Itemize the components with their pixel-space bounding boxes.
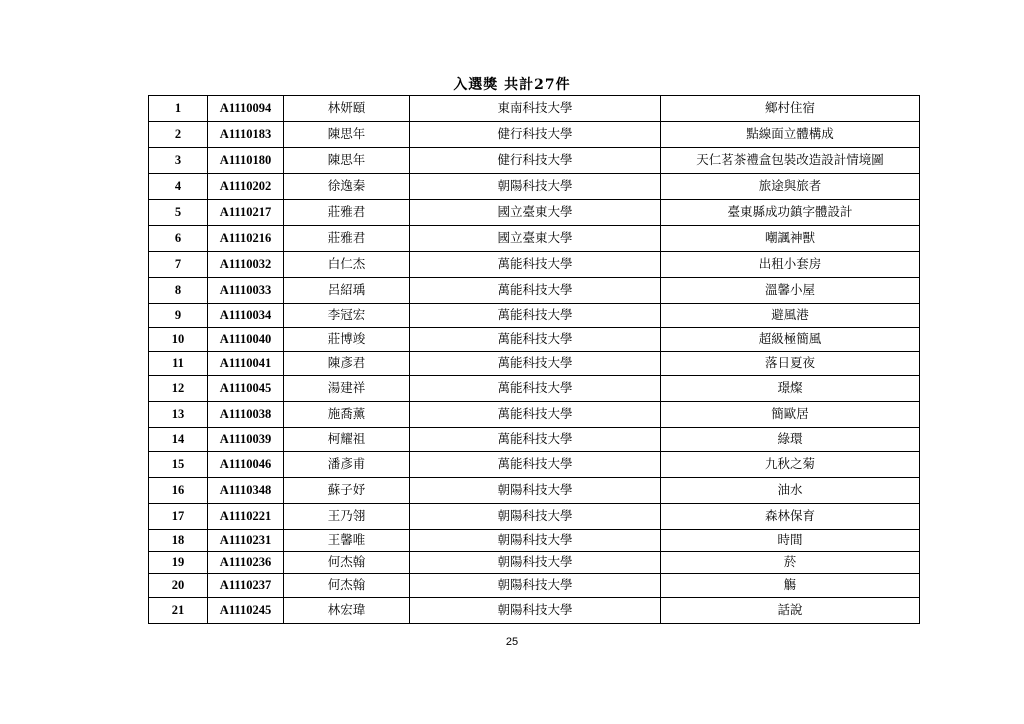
- cell-entry-id: A1110041: [208, 352, 284, 376]
- cell-number: 12: [149, 376, 208, 402]
- cell-student-name: 莊雅君: [284, 226, 410, 252]
- cell-number: 5: [149, 200, 208, 226]
- cell-school: 萬能科技大學: [410, 402, 661, 428]
- cell-number: 1: [149, 96, 208, 122]
- cell-number: 4: [149, 174, 208, 200]
- cell-student-name: 陳思年: [284, 148, 410, 174]
- cell-entry-id: A1110348: [208, 478, 284, 504]
- cell-work-title: 綠環: [661, 428, 920, 452]
- cell-work-title: 嘲諷神獸: [661, 226, 920, 252]
- cell-number: 15: [149, 452, 208, 478]
- table-row: [149, 200, 920, 226]
- page-number: 25: [505, 636, 519, 648]
- table-row: [149, 530, 920, 552]
- table-row: [149, 226, 920, 252]
- cell-work-title: 觴: [661, 574, 920, 598]
- cell-school: 朝陽科技大學: [410, 530, 661, 552]
- table-row: [149, 452, 920, 478]
- cell-school: 萬能科技大學: [410, 278, 661, 304]
- table-row: [149, 402, 920, 428]
- cell-work-title: 森林保育: [661, 504, 920, 530]
- cell-number: 8: [149, 278, 208, 304]
- cell-school: 萬能科技大學: [410, 376, 661, 402]
- cell-entry-id: A1110237: [208, 574, 284, 598]
- cell-student-name: 王乃翎: [284, 504, 410, 530]
- cell-entry-id: A1110032: [208, 252, 284, 278]
- cell-number: 17: [149, 504, 208, 530]
- cell-school: 健行科技大學: [410, 122, 661, 148]
- cell-work-title: 旅途與旅者: [661, 174, 920, 200]
- cell-student-name: 白仁杰: [284, 252, 410, 278]
- cell-number: 14: [149, 428, 208, 452]
- cell-entry-id: A1110217: [208, 200, 284, 226]
- cell-work-title: 超級極簡風: [661, 328, 920, 352]
- table-row: [149, 122, 920, 148]
- awards-table: [148, 95, 920, 624]
- cell-school: 朝陽科技大學: [410, 504, 661, 530]
- cell-student-name: 何杰翰: [284, 574, 410, 598]
- cell-entry-id: A1110034: [208, 304, 284, 328]
- cell-student-name: 徐逸秦: [284, 174, 410, 200]
- cell-number: 21: [149, 598, 208, 624]
- cell-work-title: 溫馨小屋: [661, 278, 920, 304]
- cell-entry-id: A1110221: [208, 504, 284, 530]
- cell-entry-id: A1110245: [208, 598, 284, 624]
- cell-entry-id: A1110045: [208, 376, 284, 402]
- cell-number: 3: [149, 148, 208, 174]
- table-row: [149, 96, 920, 122]
- table-row: [149, 598, 920, 624]
- cell-school: 朝陽科技大學: [410, 552, 661, 574]
- cell-student-name: 林妍頤: [284, 96, 410, 122]
- cell-work-title: 璟燦: [661, 376, 920, 402]
- cell-work-title: 油水: [661, 478, 920, 504]
- cell-student-name: 陳思年: [284, 122, 410, 148]
- cell-student-name: 何杰翰: [284, 552, 410, 574]
- cell-entry-id: A1110236: [208, 552, 284, 574]
- cell-entry-id: A1110046: [208, 452, 284, 478]
- cell-entry-id: A1110094: [208, 96, 284, 122]
- table-row: [149, 252, 920, 278]
- table-row: [149, 352, 920, 376]
- cell-work-title: 簡歐居: [661, 402, 920, 428]
- cell-school: 朝陽科技大學: [410, 174, 661, 200]
- table-row: [149, 304, 920, 328]
- cell-school: 東南科技大學: [410, 96, 661, 122]
- cell-number: 9: [149, 304, 208, 328]
- cell-number: 19: [149, 552, 208, 574]
- cell-number: 16: [149, 478, 208, 504]
- cell-school: 萬能科技大學: [410, 452, 661, 478]
- cell-student-name: 蘇子妤: [284, 478, 410, 504]
- cell-work-title: 話說: [661, 598, 920, 624]
- cell-student-name: 柯耀祖: [284, 428, 410, 452]
- table-row: [149, 376, 920, 402]
- page-title: 入選獎 共計27件: [453, 77, 571, 93]
- cell-entry-id: A1110216: [208, 226, 284, 252]
- cell-number: 13: [149, 402, 208, 428]
- cell-school: 朝陽科技大學: [410, 574, 661, 598]
- cell-entry-id: A1110202: [208, 174, 284, 200]
- table-row: [149, 328, 920, 352]
- cell-school: 萬能科技大學: [410, 304, 661, 328]
- cell-school: 健行科技大學: [410, 148, 661, 174]
- cell-student-name: 呂紹瑀: [284, 278, 410, 304]
- cell-entry-id: A1110231: [208, 530, 284, 552]
- cell-school: 萬能科技大學: [410, 428, 661, 452]
- cell-work-title: 鄉村住宿: [661, 96, 920, 122]
- cell-entry-id: A1110038: [208, 402, 284, 428]
- cell-student-name: 莊雅君: [284, 200, 410, 226]
- table-row: [149, 574, 920, 598]
- cell-entry-id: A1110039: [208, 428, 284, 452]
- cell-entry-id: A1110180: [208, 148, 284, 174]
- cell-number: 6: [149, 226, 208, 252]
- cell-school: 國立臺東大學: [410, 226, 661, 252]
- cell-student-name: 莊博竣: [284, 328, 410, 352]
- table-row: [149, 478, 920, 504]
- cell-school: 萬能科技大學: [410, 328, 661, 352]
- cell-number: 10: [149, 328, 208, 352]
- cell-school: 朝陽科技大學: [410, 598, 661, 624]
- cell-student-name: 王馨唯: [284, 530, 410, 552]
- cell-student-name: 施喬薰: [284, 402, 410, 428]
- table-row: [149, 278, 920, 304]
- cell-number: 11: [149, 352, 208, 376]
- cell-school: 萬能科技大學: [410, 352, 661, 376]
- table-row: [149, 504, 920, 530]
- cell-work-title: 點線面立體構成: [661, 122, 920, 148]
- cell-student-name: 陳彥君: [284, 352, 410, 376]
- cell-student-name: 湯建祥: [284, 376, 410, 402]
- cell-work-title: 臺東縣成功鎮字體設計: [661, 200, 920, 226]
- cell-entry-id: A1110040: [208, 328, 284, 352]
- awards-table-body: [149, 96, 920, 624]
- cell-work-title: 天仁茗茶禮盒包裝改造設計情境圖: [661, 148, 920, 174]
- cell-number: 18: [149, 530, 208, 552]
- cell-work-title: 時間: [661, 530, 920, 552]
- cell-number: 7: [149, 252, 208, 278]
- cell-entry-id: A1110033: [208, 278, 284, 304]
- cell-work-title: 避風港: [661, 304, 920, 328]
- cell-work-title: 出租小套房: [661, 252, 920, 278]
- cell-school: 朝陽科技大學: [410, 478, 661, 504]
- cell-number: 20: [149, 574, 208, 598]
- table-row: [149, 428, 920, 452]
- table-row: [149, 148, 920, 174]
- cell-work-title: 落日夏夜: [661, 352, 920, 376]
- cell-school: 國立臺東大學: [410, 200, 661, 226]
- table-row: [149, 174, 920, 200]
- cell-school: 萬能科技大學: [410, 252, 661, 278]
- cell-student-name: 林宏瑋: [284, 598, 410, 624]
- cell-student-name: 李冠宏: [284, 304, 410, 328]
- cell-work-title: 九秋之菊: [661, 452, 920, 478]
- cell-number: 2: [149, 122, 208, 148]
- table-row: [149, 552, 920, 574]
- cell-work-title: 菸: [661, 552, 920, 574]
- cell-student-name: 潘彥甫: [284, 452, 410, 478]
- cell-entry-id: A1110183: [208, 122, 284, 148]
